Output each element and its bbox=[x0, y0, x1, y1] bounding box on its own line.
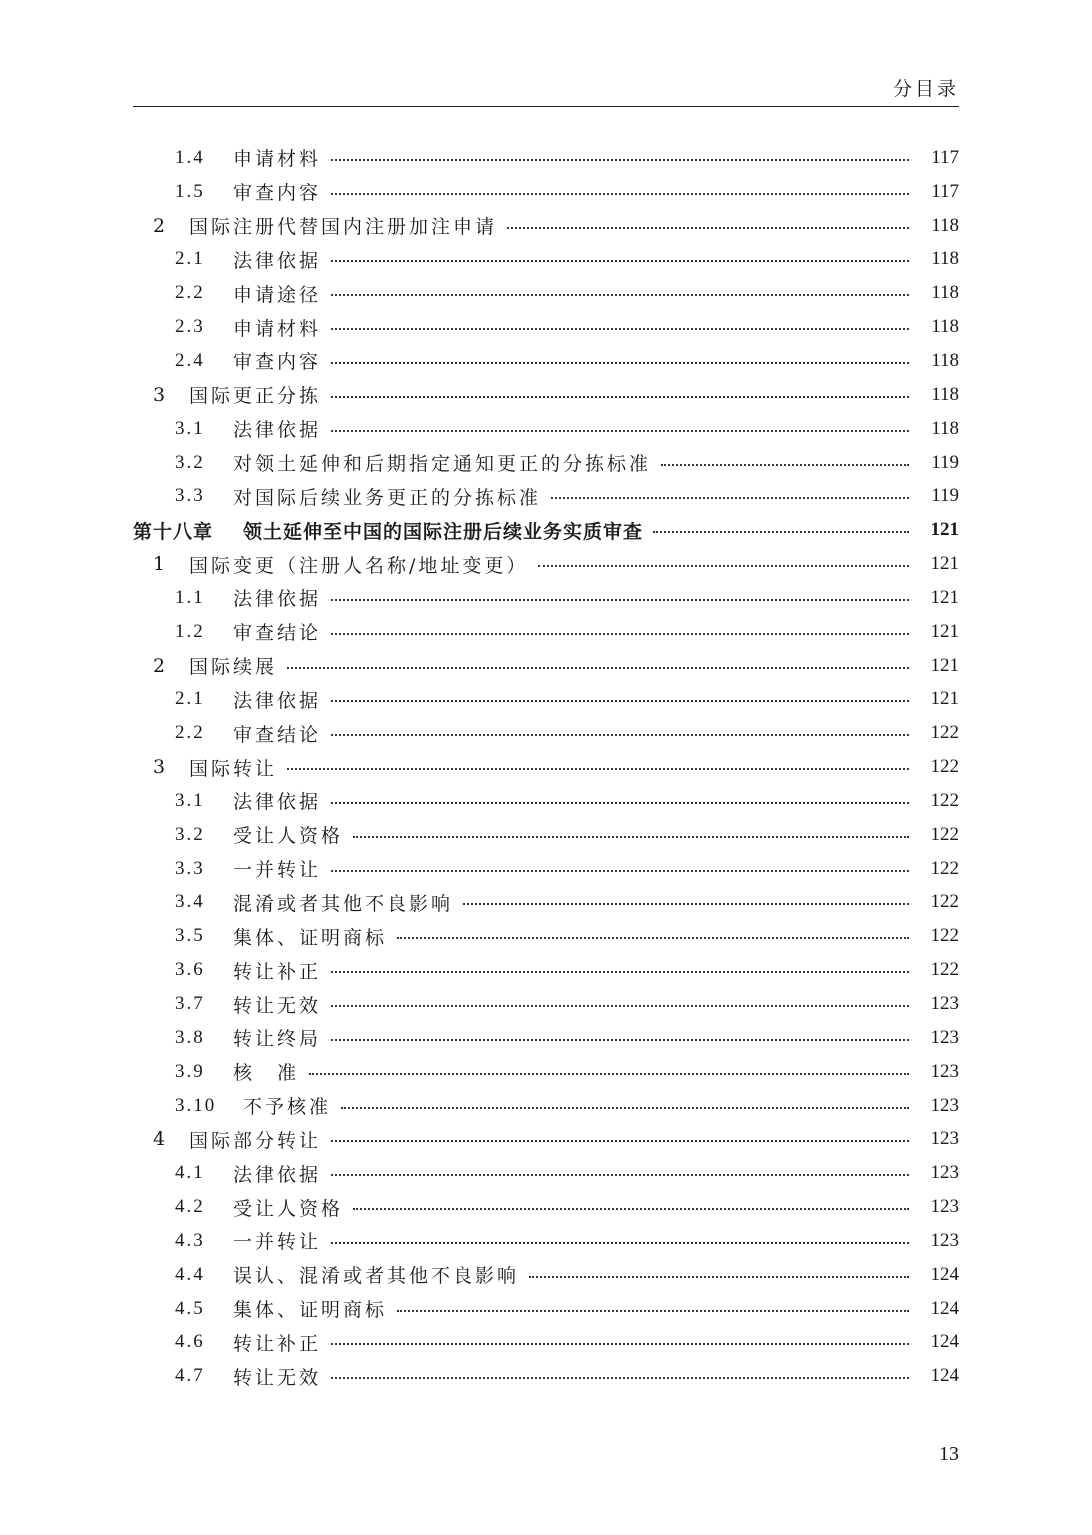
toc-entry-number: 1 bbox=[153, 553, 166, 576]
toc-entry[interactable] bbox=[133, 1224, 959, 1258]
dot-leader bbox=[331, 633, 909, 635]
toc-entry-page: 118 bbox=[931, 282, 959, 304]
toc-entry[interactable] bbox=[133, 1089, 959, 1123]
toc-entry-page: 123 bbox=[930, 1229, 959, 1251]
toc-entry-page: 123 bbox=[930, 1128, 959, 1150]
toc-entry[interactable] bbox=[133, 649, 959, 683]
toc-entry[interactable] bbox=[133, 581, 959, 615]
toc-entry[interactable] bbox=[133, 1292, 959, 1326]
dot-leader bbox=[507, 227, 909, 229]
toc-entry-page: 117 bbox=[931, 146, 959, 168]
dot-leader bbox=[331, 260, 909, 262]
toc-entry-title: 受让人资格 bbox=[233, 1197, 344, 1220]
toc-entry-number: 2.2 bbox=[175, 282, 205, 304]
toc-entry-number: 1.5 bbox=[175, 180, 205, 202]
toc-entry-number: 3.6 bbox=[175, 959, 205, 981]
toc-entry-page: 122 bbox=[930, 959, 959, 981]
toc-entry-title: 国际更正分拣 bbox=[189, 385, 322, 408]
toc-entry-page: 118 bbox=[931, 417, 959, 439]
toc-entry-page: 122 bbox=[930, 722, 959, 744]
dot-leader bbox=[397, 937, 909, 939]
toc-entry-number: 2.3 bbox=[175, 316, 205, 338]
toc-entry-page: 118 bbox=[931, 248, 959, 270]
dot-leader bbox=[529, 1276, 909, 1278]
toc-entry-title: 国际注册代替国内注册加注申请 bbox=[189, 216, 498, 239]
toc-entry[interactable] bbox=[133, 479, 959, 513]
toc-entry[interactable] bbox=[133, 1258, 959, 1292]
toc-entry-title: 转让无效 bbox=[233, 1366, 322, 1389]
toc-entry[interactable] bbox=[133, 953, 959, 987]
toc-entry-number: 1.4 bbox=[175, 146, 205, 168]
dot-leader bbox=[538, 565, 909, 567]
toc-entry-number: 4.4 bbox=[175, 1263, 205, 1285]
dot-leader bbox=[331, 193, 909, 195]
toc-entry-number: 2.4 bbox=[175, 349, 205, 371]
toc-entry-number: 3.10 bbox=[175, 1094, 217, 1116]
dot-leader bbox=[331, 328, 909, 330]
toc-entry-number: 4.5 bbox=[175, 1297, 205, 1319]
toc-entry-title: 国际转让 bbox=[189, 757, 278, 780]
dot-leader bbox=[331, 1343, 909, 1345]
toc-entry-page: 121 bbox=[930, 620, 959, 642]
toc-entry-page: 118 bbox=[931, 316, 959, 338]
dot-leader bbox=[331, 1140, 909, 1142]
toc-entry-title: 一并转让 bbox=[233, 1231, 322, 1254]
toc-entry-number: 2.2 bbox=[175, 722, 205, 744]
page-header bbox=[133, 72, 959, 107]
toc-entry-number: 3.5 bbox=[175, 925, 205, 947]
toc-entry-number: 4.1 bbox=[175, 1162, 205, 1184]
toc-entry[interactable] bbox=[133, 615, 959, 649]
toc-entry-title: 集体、证明商标 bbox=[233, 1299, 388, 1322]
toc-entry[interactable] bbox=[133, 209, 959, 243]
toc-entry[interactable] bbox=[133, 1122, 959, 1156]
dot-leader bbox=[463, 903, 909, 905]
toc-entry[interactable] bbox=[133, 141, 959, 175]
toc-entry-number: 3.4 bbox=[175, 891, 205, 913]
toc-entry-number: 3.3 bbox=[175, 857, 205, 879]
toc-entry-title: 国际部分转让 bbox=[189, 1129, 322, 1152]
toc-entry-number: 3.2 bbox=[175, 823, 205, 845]
toc-chapter-entry[interactable] bbox=[133, 513, 959, 547]
toc-entry-page: 118 bbox=[931, 214, 959, 236]
toc-entry[interactable] bbox=[133, 175, 959, 209]
toc-entry-title: 法律依据 bbox=[233, 791, 322, 814]
toc-entry-title: 法律依据 bbox=[233, 249, 322, 272]
dot-leader bbox=[331, 599, 909, 601]
toc-entry-page: 124 bbox=[930, 1365, 959, 1387]
toc-entry-page: 123 bbox=[930, 1060, 959, 1082]
toc-entry-title: 申请材料 bbox=[233, 148, 322, 171]
toc-entry-page: 122 bbox=[930, 823, 959, 845]
toc-entry-title: 申请途径 bbox=[233, 283, 322, 306]
toc-entry-number: 3.9 bbox=[175, 1060, 205, 1082]
toc-entry[interactable] bbox=[133, 1156, 959, 1190]
toc-entry-title: 转让补正 bbox=[233, 960, 322, 983]
dot-leader bbox=[331, 159, 909, 161]
toc-entry[interactable] bbox=[133, 243, 959, 277]
toc-entry-page: 121 bbox=[930, 586, 959, 608]
toc-entry-page: 121 bbox=[930, 688, 959, 710]
header-title: 分目录 bbox=[892, 78, 959, 100]
toc-entry-page: 123 bbox=[930, 1094, 959, 1116]
toc-entry[interactable] bbox=[133, 818, 959, 852]
dot-leader bbox=[287, 768, 909, 770]
toc-entry-page: 122 bbox=[930, 789, 959, 811]
toc-entry-number: 第十八章 bbox=[133, 520, 214, 543]
dot-leader bbox=[653, 531, 909, 533]
toc-entry-page: 122 bbox=[930, 891, 959, 913]
toc-entry-title: 国际变更（注册人名称/地址变更） bbox=[189, 554, 529, 577]
toc-entry-title: 法律依据 bbox=[233, 689, 322, 712]
toc-entry-page: 124 bbox=[930, 1297, 959, 1319]
toc-entry-number: 3.1 bbox=[175, 417, 205, 439]
toc-entry-page: 122 bbox=[930, 857, 959, 879]
toc-entry[interactable] bbox=[133, 547, 959, 581]
toc-entry-title: 一并转让 bbox=[233, 859, 322, 882]
dot-leader bbox=[331, 430, 909, 432]
toc-entry-number: 3.2 bbox=[175, 451, 205, 473]
dot-leader bbox=[331, 1242, 909, 1244]
toc-entry-number: 3 bbox=[153, 383, 166, 406]
toc-entry-page: 119 bbox=[931, 451, 959, 473]
toc-entry[interactable] bbox=[133, 683, 959, 717]
toc-entry-number: 4.6 bbox=[175, 1331, 205, 1353]
toc-entry[interactable] bbox=[133, 750, 959, 784]
toc-entry-number: 3 bbox=[153, 756, 166, 779]
toc-entry-title: 国际续展 bbox=[189, 656, 278, 679]
toc-entry-number: 2.1 bbox=[175, 688, 205, 710]
dot-leader bbox=[661, 464, 909, 466]
toc-entry[interactable] bbox=[133, 886, 959, 920]
toc-entry-page: 122 bbox=[930, 756, 959, 778]
toc-entry[interactable] bbox=[133, 919, 959, 953]
toc-entry-number: 3.3 bbox=[175, 485, 205, 507]
toc-entry[interactable] bbox=[133, 716, 959, 750]
toc-entry-number: 1.1 bbox=[175, 586, 205, 608]
toc-entry-page: 118 bbox=[931, 383, 959, 405]
toc-entry-page: 119 bbox=[931, 485, 959, 507]
toc-entry-title: 转让无效 bbox=[233, 994, 322, 1017]
toc-entry-page: 121 bbox=[930, 519, 959, 541]
toc-entry-number: 4.2 bbox=[175, 1196, 205, 1218]
dot-leader bbox=[331, 1005, 909, 1007]
toc-entry-number: 3.1 bbox=[175, 789, 205, 811]
dot-leader bbox=[353, 1208, 909, 1210]
dot-leader bbox=[331, 294, 909, 296]
toc-entry-number: 4 bbox=[153, 1128, 166, 1151]
toc-entry-title: 误认、混淆或者其他不良影响 bbox=[233, 1265, 520, 1288]
dot-leader bbox=[397, 1310, 909, 1312]
dot-leader bbox=[287, 667, 909, 669]
toc-entry-title: 不予核准 bbox=[243, 1096, 332, 1119]
toc-entry-title: 混淆或者其他不良影响 bbox=[233, 892, 454, 915]
dot-leader bbox=[331, 1039, 909, 1041]
toc-entry-title: 审查内容 bbox=[233, 351, 322, 374]
toc-entry-number: 3.8 bbox=[175, 1026, 205, 1048]
toc-entry[interactable] bbox=[133, 276, 959, 310]
toc-entry[interactable] bbox=[133, 1326, 959, 1360]
toc-entry-page: 121 bbox=[930, 654, 959, 676]
dot-leader bbox=[309, 1073, 909, 1075]
toc-entry-page: 123 bbox=[930, 993, 959, 1015]
dot-leader bbox=[331, 396, 909, 398]
dot-leader bbox=[341, 1107, 909, 1109]
toc-entry-number: 4.3 bbox=[175, 1229, 205, 1251]
toc-entry[interactable] bbox=[133, 378, 959, 412]
toc-entry-page: 123 bbox=[930, 1026, 959, 1048]
toc-entry-page: 124 bbox=[930, 1263, 959, 1285]
toc-entry[interactable] bbox=[133, 1359, 959, 1393]
toc-entry[interactable] bbox=[133, 1021, 959, 1055]
toc-entry-title: 领土延伸至中国的国际注册后续业务实质审查 bbox=[243, 520, 644, 543]
toc-entry[interactable] bbox=[133, 1190, 959, 1224]
toc-entry-title: 法律依据 bbox=[233, 419, 322, 442]
page-number: 13 bbox=[939, 1443, 959, 1465]
dot-leader bbox=[331, 870, 909, 872]
toc-entry[interactable] bbox=[133, 412, 959, 446]
toc-entry-page: 121 bbox=[930, 553, 959, 575]
toc-entry[interactable] bbox=[133, 344, 959, 378]
dot-leader bbox=[331, 734, 909, 736]
toc-entry[interactable] bbox=[133, 987, 959, 1021]
toc-entry-title: 核 准 bbox=[233, 1062, 300, 1085]
toc-entry-title: 审查内容 bbox=[233, 182, 322, 205]
dot-leader bbox=[331, 971, 909, 973]
toc-entry-number: 4.7 bbox=[175, 1365, 205, 1387]
dot-leader bbox=[331, 1174, 909, 1176]
toc-entry-page: 123 bbox=[930, 1196, 959, 1218]
toc-entry[interactable] bbox=[133, 310, 959, 344]
toc-entry-number: 1.2 bbox=[175, 620, 205, 642]
dot-leader bbox=[353, 836, 909, 838]
toc-entry-number: 2 bbox=[153, 654, 166, 677]
dot-leader bbox=[331, 1377, 909, 1379]
toc-entry-title: 法律依据 bbox=[233, 1163, 322, 1186]
toc-entry-title: 审查结论 bbox=[233, 723, 322, 746]
dot-leader bbox=[551, 497, 909, 499]
toc-entry[interactable] bbox=[133, 784, 959, 818]
toc-entry-title: 审查结论 bbox=[233, 622, 322, 645]
toc-entry-title: 对国际后续业务更正的分拣标准 bbox=[233, 486, 542, 509]
toc-entry[interactable] bbox=[133, 852, 959, 886]
toc-entry-number: 2 bbox=[153, 214, 166, 237]
toc-entry-title: 转让终局 bbox=[233, 1028, 322, 1051]
toc-entry-number: 2.1 bbox=[175, 248, 205, 270]
toc-entry-page: 123 bbox=[930, 1162, 959, 1184]
toc-entry-title: 受让人资格 bbox=[233, 825, 344, 848]
toc-entry-title: 法律依据 bbox=[233, 588, 322, 611]
toc-entry-page: 122 bbox=[930, 925, 959, 947]
toc-entry-page: 118 bbox=[931, 349, 959, 371]
toc-entry-page: 117 bbox=[931, 180, 959, 202]
dot-leader bbox=[331, 700, 909, 702]
toc-entry-page: 124 bbox=[930, 1331, 959, 1353]
toc-entry-title: 集体、证明商标 bbox=[233, 926, 388, 949]
toc-entry-number: 3.7 bbox=[175, 993, 205, 1015]
table-of-contents bbox=[133, 141, 959, 1393]
toc-entry[interactable] bbox=[133, 1055, 959, 1089]
toc-entry-title: 转让补正 bbox=[233, 1332, 322, 1355]
toc-entry-title: 申请材料 bbox=[233, 317, 322, 340]
dot-leader bbox=[331, 802, 909, 804]
toc-entry-title: 对领土延伸和后期指定通知更正的分拣标准 bbox=[233, 453, 652, 476]
dot-leader bbox=[331, 362, 909, 364]
toc-entry[interactable] bbox=[133, 446, 959, 480]
